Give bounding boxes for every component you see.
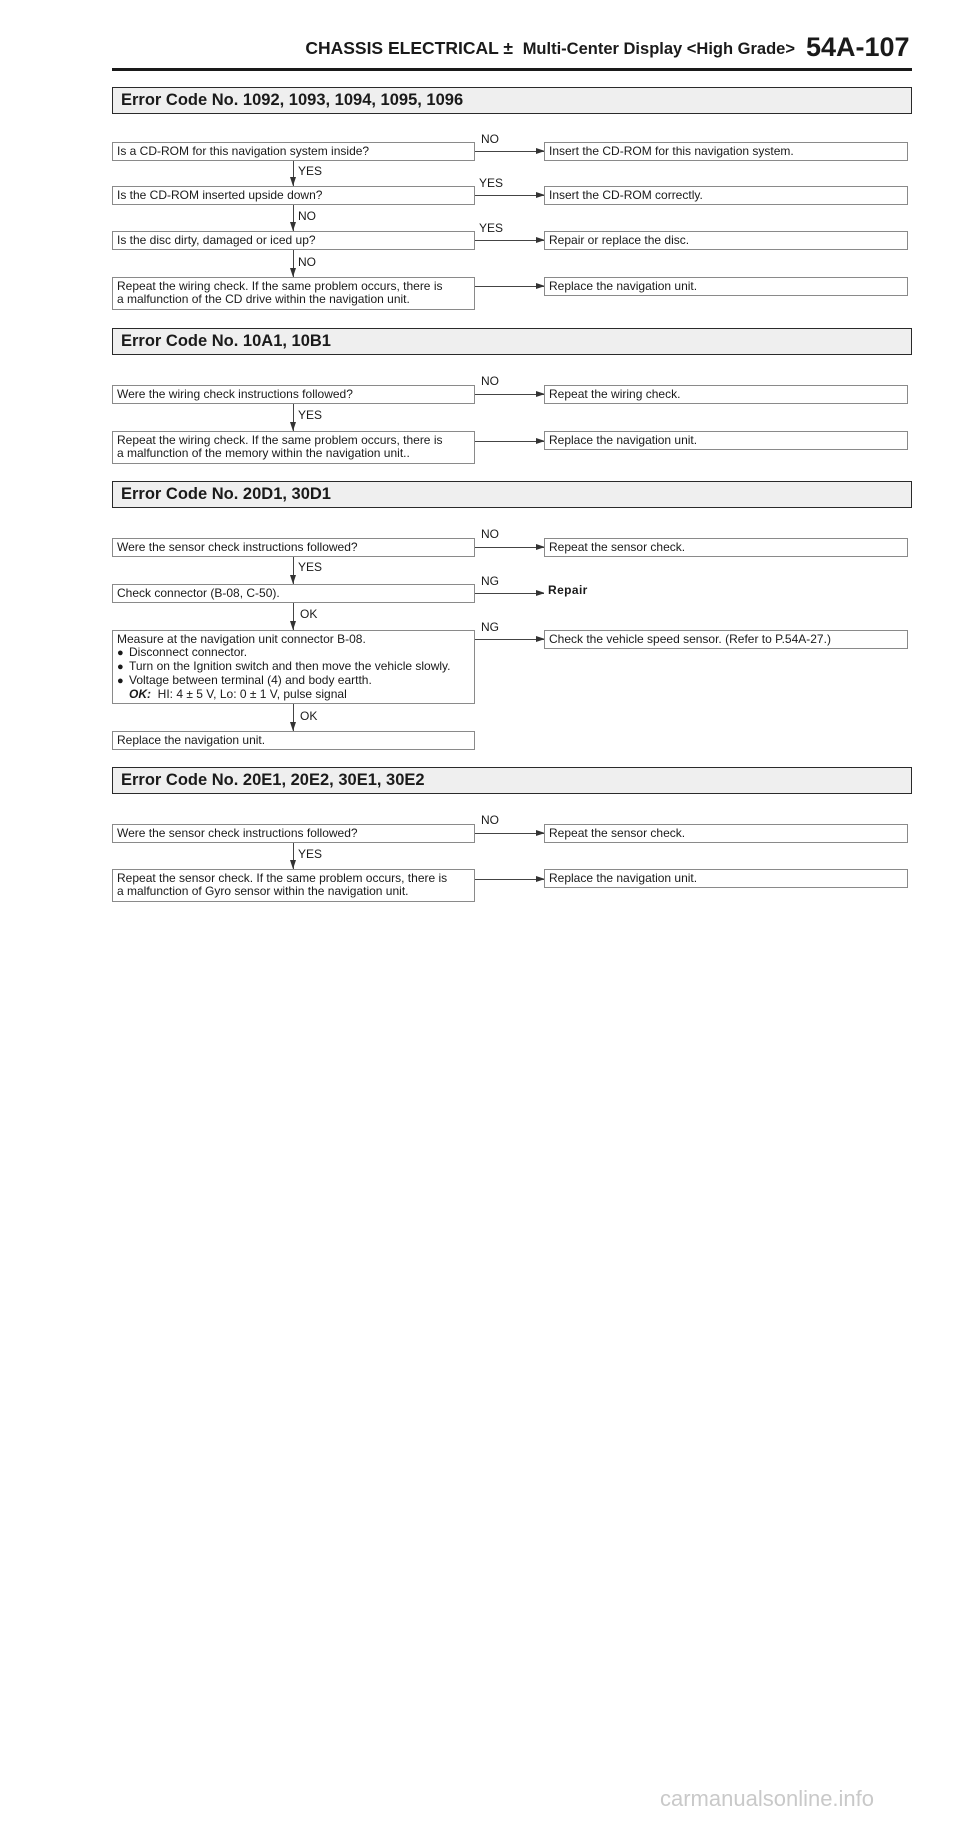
branch-label: YES [298,408,323,422]
arrow-down-icon [290,268,296,277]
answer-box [544,431,908,450]
bullet-item [117,674,470,688]
question-text: Is the disc dirty, damaged or iced up? [117,233,316,247]
answer-text: Replace the navigation unit. [549,279,698,293]
ok-label: OK: [129,687,151,701]
question-text: Repeat the wiring check. If the same problem occurs, there is [117,279,443,293]
answer-box [544,142,908,161]
header-subsection-name: Multi-Center Display <High Grade> [522,40,795,58]
answer-box [544,869,908,888]
question-box [112,231,475,250]
question-box [112,824,475,843]
header-section-name: CHASSIS ELECTRICAL ± [305,38,513,58]
branch-label: YES [298,164,323,178]
branch-label: YES [479,176,504,190]
answer-text: Check the vehicle speed sensor. (Refer to P.54A-27.) [549,632,831,646]
question-box [112,731,475,750]
error-code-heading: Error Code No. 20D1, 30D1 [112,481,912,508]
answer-box [544,385,908,404]
answer-text: Repair [548,583,588,597]
header-divider [112,68,912,71]
question-text: Were the sensor check instructions followed? [117,826,358,840]
branch-label: NO [298,209,316,223]
arrow-down-icon [290,177,296,186]
branch-label: NO [481,813,499,827]
question-box [112,385,475,404]
branch-label: NO [481,132,499,146]
connector-line [475,286,545,287]
error-code-heading: Error Code No. 10A1, 10B1 [112,328,912,355]
question-box [112,277,475,310]
branch-label: NG [481,574,499,588]
question-text: Measure at the navigation unit connector B-08. [117,632,366,646]
question-box [112,142,475,161]
answer-text: Repeat the sensor check. [549,540,686,554]
answer-text: Replace the navigation unit. [549,871,698,885]
arrow-down-icon [290,422,296,431]
watermark: carmanualsonline.info [660,1786,875,1811]
arrow-down-icon [290,222,296,231]
question-text: a malfunction of the memory within the navigation unit.. [117,446,410,460]
answer-box [544,630,908,649]
connector-line [475,151,545,152]
connector-line [475,195,545,196]
connector-line [475,547,545,548]
answer-box [544,824,908,843]
branch-label: YES [298,847,323,861]
branch-label: OK [300,709,318,723]
branch-label: OK [300,607,318,621]
branch-label: NO [481,374,499,388]
branch-label: NG [481,620,499,634]
arrow-down-icon [290,621,296,630]
question-text: Repeat the sensor check. If the same problem occurs, there is [117,871,448,885]
question-text: Repeat the wiring check. If the same problem occurs, there is [117,433,443,447]
question-text: Check connector (B-08, C-50). [117,586,280,600]
bullet-icon: ● [117,647,124,659]
ok-value: HI: 4 ± 5 V, Lo: 0 ± 1 V, pulse signal [157,687,347,701]
question-text: a malfunction of Gyro sensor within the navigation unit. [117,884,409,898]
question-text: a malfunction of the CD drive within the navigation unit. [117,292,410,306]
ok-spec [117,688,470,701]
bullet-text: Voltage between terminal (4) and body eartth. [129,673,372,687]
answer-text: Repeat the sensor check. [549,826,686,840]
bullet-item [117,660,470,674]
error-code-heading: Error Code No. 1092, 1093, 1094, 1095, 1096 [112,87,912,114]
question-box [112,186,475,205]
bullet-text: Turn on the Ignition switch and then move the vehicle slowly. [129,659,451,673]
answer-text: Repair or replace the disc. [549,233,690,247]
question-text: Were the sensor check instructions followed? [117,540,358,554]
connector-line [475,639,545,640]
branch-label: NO [481,527,499,541]
page-header-title [150,38,795,59]
arrow-down-icon [290,860,296,869]
answer-box [544,277,908,296]
question-text: Is a CD-ROM for this navigation system inside? [117,144,370,158]
bullet-icon: ● [117,661,124,673]
connector-line [475,240,545,241]
arrow-down-icon [290,575,296,584]
question-text: Replace the navigation unit. [117,733,266,747]
arrow-down-icon [290,722,296,731]
answer-box [544,186,908,205]
answer-box [544,231,908,250]
question-box [112,431,475,464]
answer-text: Replace the navigation unit. [549,433,698,447]
question-text: Were the wiring check instructions followed? [117,387,353,401]
bullet-item [117,646,470,660]
branch-label: YES [298,560,323,574]
bullet-text: Disconnect connector. [129,645,248,659]
answer-text: Repeat the wiring check. [549,387,681,401]
bullet-icon: ● [117,675,124,687]
branch-label: YES [479,221,504,235]
connector-line [475,441,545,442]
connector-line [475,833,545,834]
answer-box [544,538,908,557]
question-box [112,538,475,557]
question-box [112,584,475,603]
answer-box [544,582,908,601]
answer-text: Insert the CD-ROM correctly. [549,188,703,202]
error-code-heading: Error Code No. 20E1, 20E2, 30E1, 30E2 [112,767,912,794]
connector-line [475,394,545,395]
question-text: Is the CD-ROM inserted upside down? [117,188,323,202]
connector-line [475,593,545,594]
branch-label: NO [298,255,316,269]
answer-text: Insert the CD-ROM for this navigation system. [549,144,794,158]
question-box [112,869,475,902]
connector-line [475,879,545,880]
page-number: 54A-107 [806,32,910,62]
question-box [112,630,475,704]
